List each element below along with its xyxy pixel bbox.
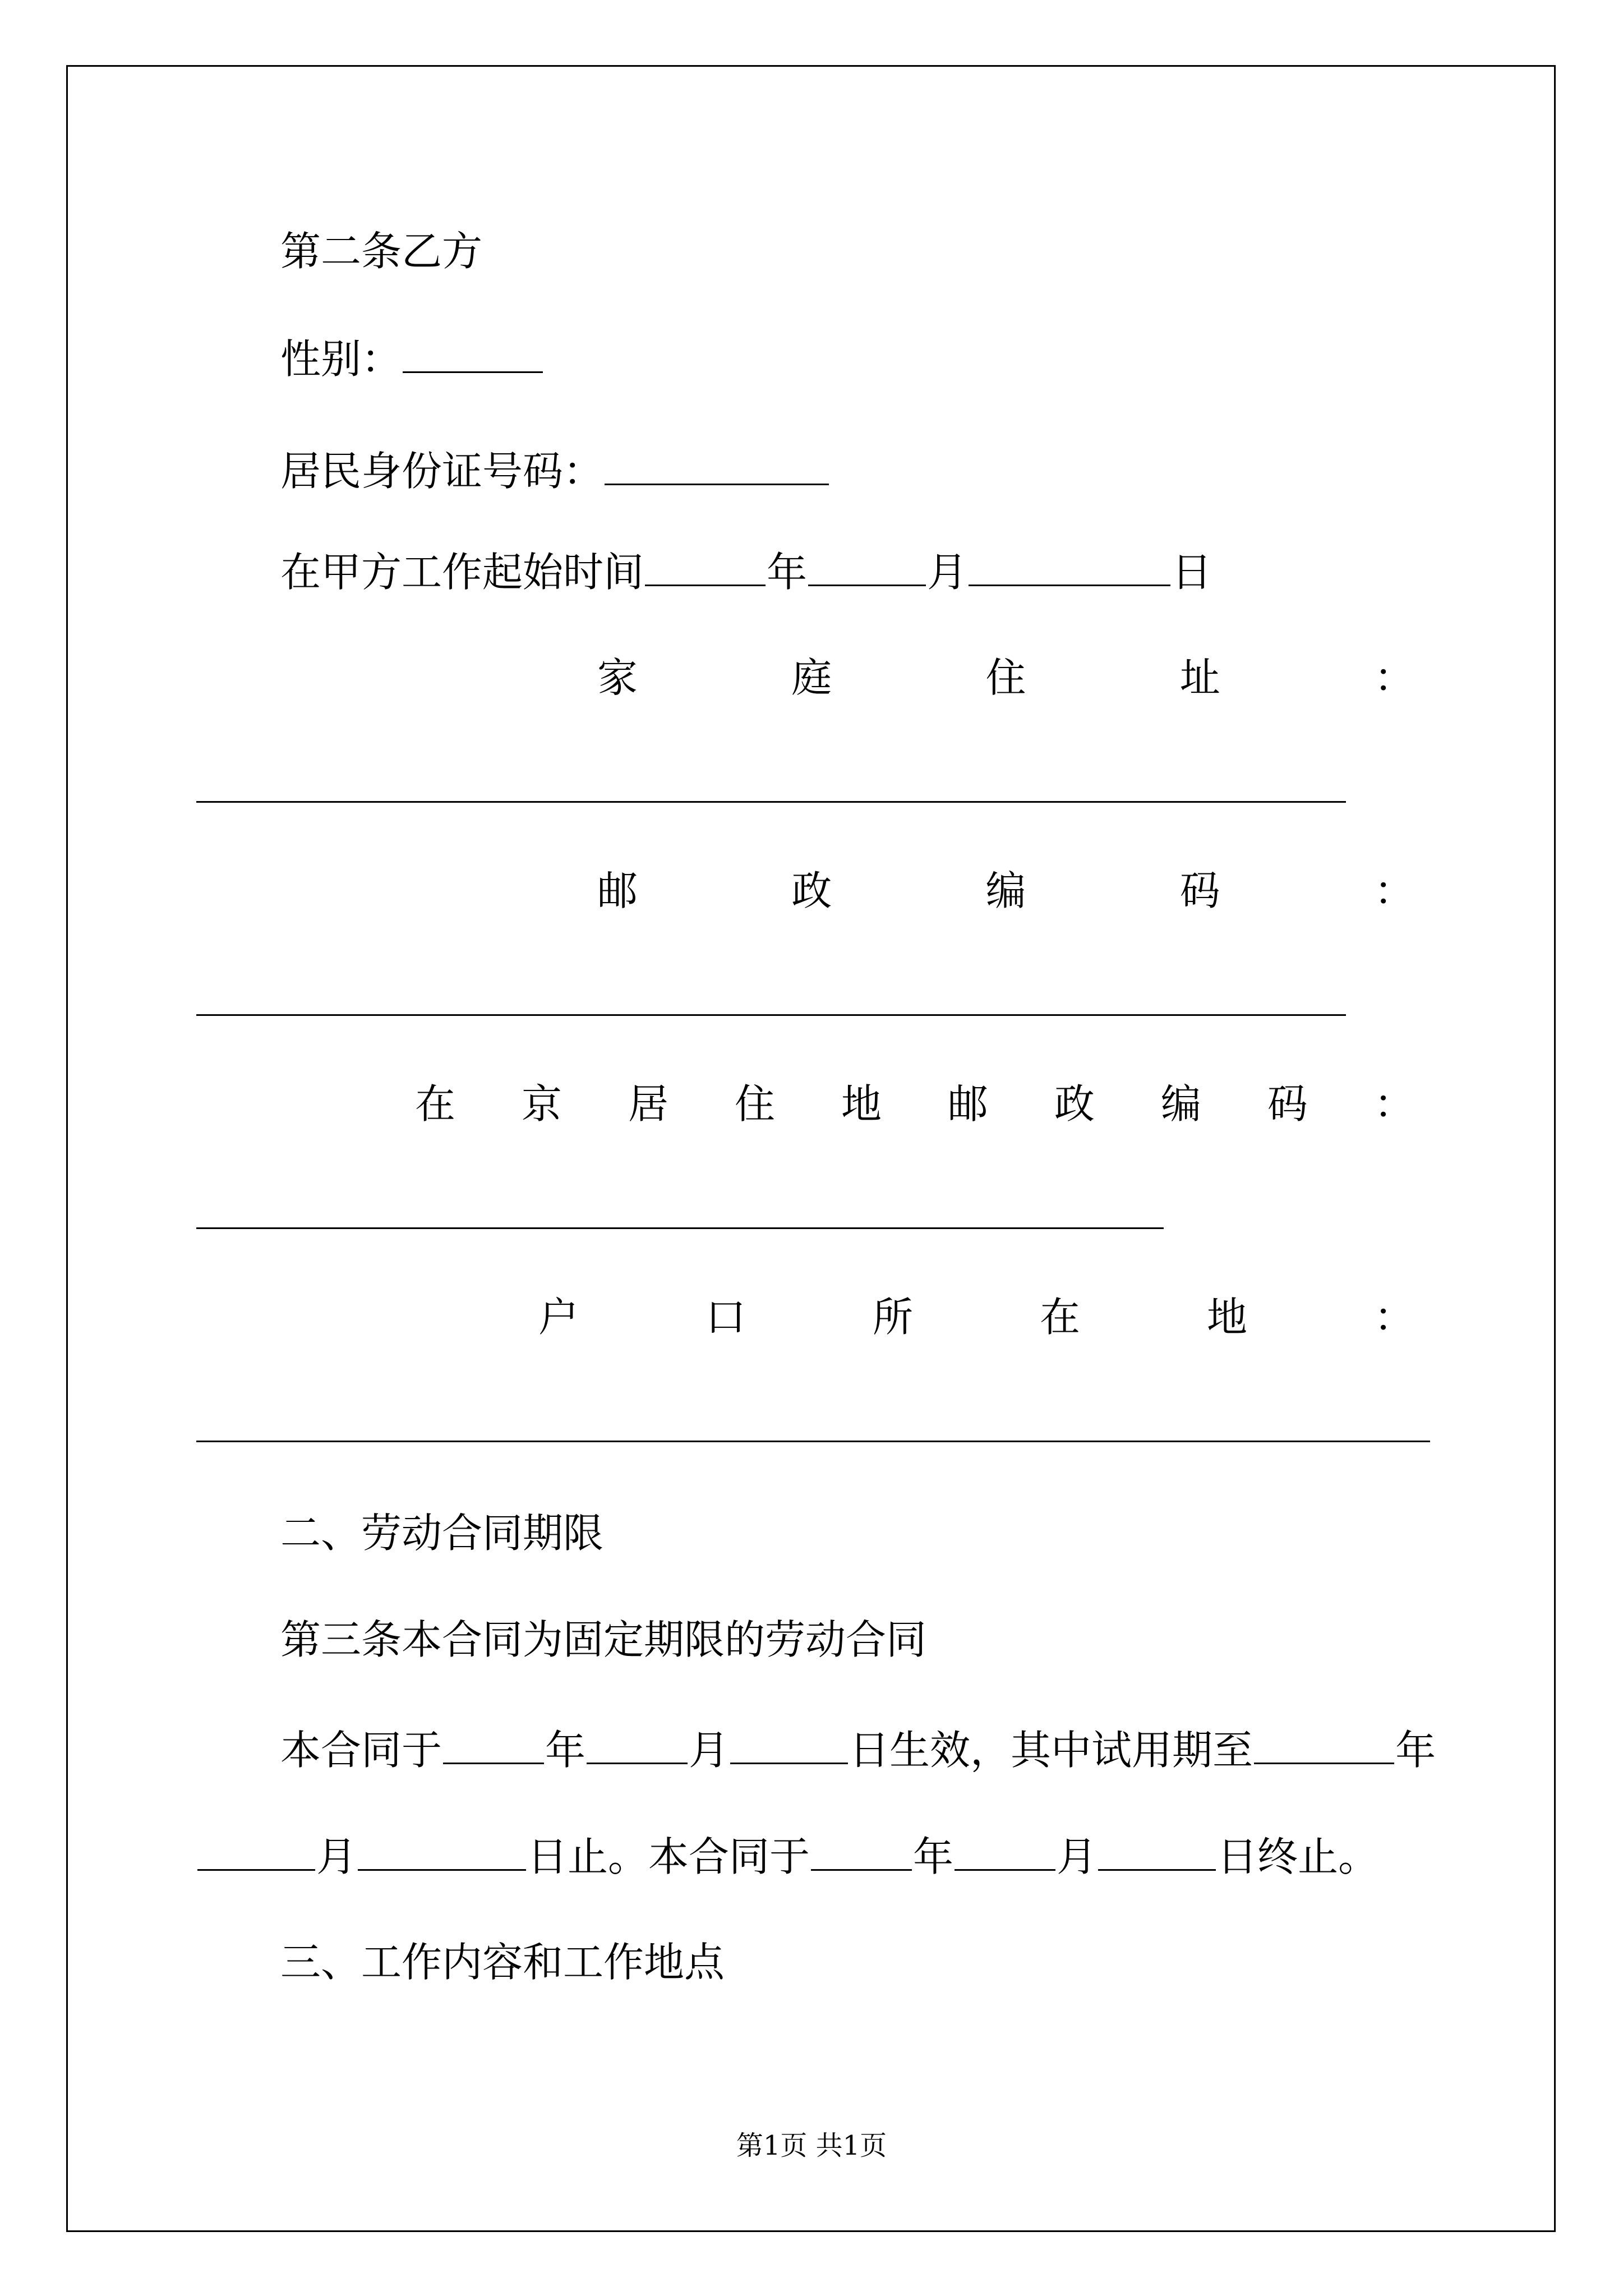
termination-year-blank[interactable] <box>811 1829 912 1871</box>
char: 邮 <box>597 867 638 914</box>
char: 地 <box>1206 1294 1247 1341</box>
char: 编 <box>985 867 1026 914</box>
page-border <box>66 65 1556 2232</box>
id-number-blank[interactable] <box>605 443 829 485</box>
char: 地 <box>841 1080 882 1128</box>
start-month-blank[interactable] <box>808 544 926 586</box>
termination-label: 日止。本合同于 <box>527 1833 810 1880</box>
colon: ： <box>1373 654 1414 701</box>
effective-label: 本合同于 <box>280 1727 442 1774</box>
gender-line <box>280 331 544 386</box>
probation-month-blank[interactable] <box>197 1829 315 1871</box>
home-address-label <box>597 651 1414 705</box>
gender-blank[interactable] <box>403 331 543 373</box>
section-3-heading: 三、工作内容和工作地点 <box>280 1939 725 1986</box>
postal-code-blank[interactable] <box>196 1014 1346 1016</box>
page-number: 第1页 共1页 <box>736 2130 887 2161</box>
char: 所 <box>872 1294 913 1341</box>
postal-code-label <box>597 864 1414 918</box>
start-date-line <box>280 544 1212 599</box>
home-address-blank[interactable] <box>196 801 1346 803</box>
char: 在 <box>415 1080 456 1128</box>
start-day-label: 日 <box>1172 549 1212 596</box>
effective-year-label: 年 <box>545 1727 586 1774</box>
start-year-blank[interactable] <box>645 544 766 586</box>
char: 政 <box>791 867 832 914</box>
char: 居 <box>628 1080 668 1128</box>
effective-date-line <box>280 1722 1436 1777</box>
start-month-label: 月 <box>927 549 968 596</box>
termination-date-line <box>196 1829 1378 1884</box>
start-day-blank[interactable] <box>969 544 1170 586</box>
colon: ： <box>1373 1294 1414 1341</box>
probation-month-label: 月 <box>316 1833 357 1880</box>
effective-month-label: 月 <box>689 1727 730 1774</box>
char: 码 <box>1267 1080 1308 1128</box>
termination-end-label: 日终止。 <box>1217 1833 1379 1880</box>
char: 庭 <box>791 654 832 701</box>
colon: ： <box>1373 1080 1414 1128</box>
char: 住 <box>985 654 1026 701</box>
probation-day-blank[interactable] <box>358 1829 526 1871</box>
section-2-heading: 二、劳动合同期限 <box>280 1510 604 1557</box>
household-registration-blank[interactable] <box>196 1441 1430 1442</box>
char: 家 <box>597 654 638 701</box>
probation-year-label: 年 <box>1395 1727 1436 1774</box>
char: 邮 <box>947 1080 988 1128</box>
id-number-label: 居民身份证号码： <box>280 448 604 495</box>
char: 户 <box>538 1294 579 1341</box>
id-number-line <box>280 443 830 498</box>
effective-year-blank[interactable] <box>443 1722 544 1764</box>
effective-month-blank[interactable] <box>587 1722 688 1764</box>
household-registration-label <box>538 1290 1414 1344</box>
termination-month-label: 月 <box>1057 1833 1098 1880</box>
termination-month-blank[interactable] <box>955 1829 1055 1871</box>
char: 政 <box>1054 1080 1095 1128</box>
char: 址 <box>1179 654 1220 701</box>
start-year-label: 年 <box>767 549 808 596</box>
clause-3: 第三条本合同为固定期限的劳动合同 <box>280 1616 927 1663</box>
clause-2-party-b: 第二条乙方 <box>280 228 483 275</box>
probation-label: 日生效，其中试用期至 <box>849 1727 1253 1774</box>
termination-year-label: 年 <box>913 1833 954 1880</box>
beijing-residence-postal-code-blank[interactable] <box>196 1227 1164 1229</box>
char: 码 <box>1179 867 1220 914</box>
char: 住 <box>734 1080 775 1128</box>
effective-day-blank[interactable] <box>730 1722 848 1764</box>
colon: ： <box>1373 867 1414 914</box>
char: 在 <box>1039 1294 1080 1341</box>
gender-label: 性别： <box>280 335 402 383</box>
probation-year-blank[interactable] <box>1254 1722 1394 1764</box>
char: 口 <box>705 1294 746 1341</box>
start-date-label: 在甲方工作起始时间 <box>280 549 644 596</box>
char: 京 <box>521 1080 562 1128</box>
char: 编 <box>1160 1080 1201 1128</box>
beijing-residence-postal-code-label <box>415 1077 1414 1131</box>
termination-day-blank[interactable] <box>1098 1829 1216 1871</box>
